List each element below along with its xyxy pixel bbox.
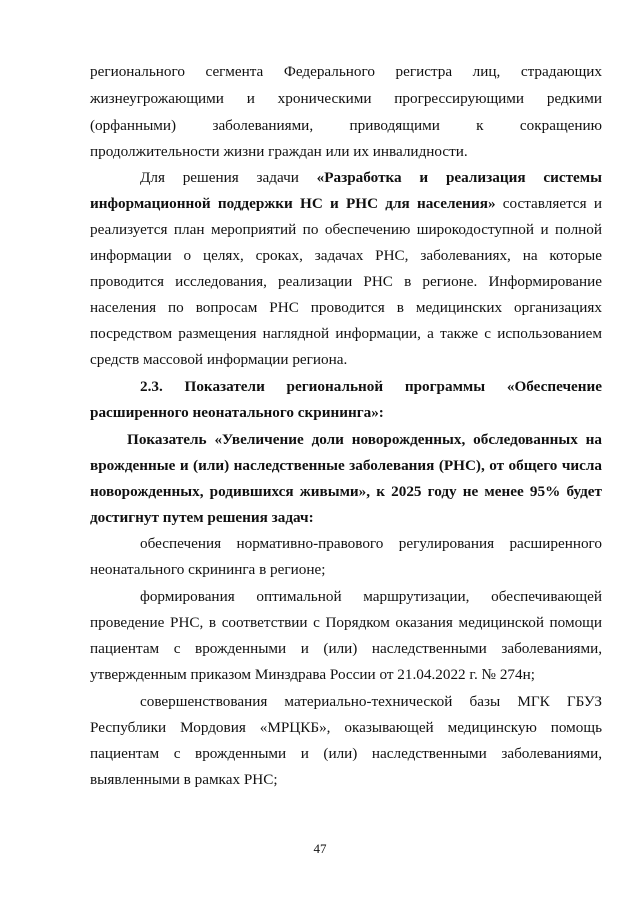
text-line: регионального сегмента Федерального регистра лиц, страдающих <box>90 63 602 80</box>
indicator-line: врожденные и (или) наследственные заболевания (РНС), от общего числа <box>90 457 602 474</box>
page-number: 47 <box>313 841 327 856</box>
text-line: проводится исследования, реализации РНС в регионе. Информирование <box>90 273 602 290</box>
text-span: Для решения задачи <box>140 169 299 186</box>
text-line: утвержденным приказом Минздрава России от 21.04.2022 г. № 274н; <box>90 666 535 683</box>
heading-line: расширенного неонатального скрининга»: <box>90 404 384 421</box>
text-span: составляется и <box>502 195 602 212</box>
text-line: обеспечения нормативно-правового регулирования расширенного <box>140 535 602 552</box>
text-line: продолжительности жизни граждан или их инвалидности. <box>90 143 468 160</box>
indicator-line: Показатель «Увеличение доли новорожденных, обследованных на <box>127 431 602 448</box>
text-line: населения по вопросам РНС проводится в медицинских организациях <box>90 299 602 316</box>
text-line: реализуется план мероприятий по обеспечению широкодоступной и полной <box>90 221 602 238</box>
text-line: выявленными в рамках РНС; <box>90 771 278 788</box>
indicator-line: достигнут путем решения задач: <box>90 509 314 526</box>
text-line: средств массовой информации региона. <box>90 351 348 368</box>
text-line: совершенствования материально-технической базы МГК ГБУЗ <box>140 693 602 710</box>
text-line <box>140 168 602 188</box>
text-line <box>90 194 602 214</box>
heading-line: 2.3. Показатели региональной программы «Обеспечение <box>140 378 602 395</box>
text-line: неонатального скрининга в регионе; <box>90 561 326 578</box>
text-line: проведение РНС, в соответствии с Порядком оказания медицинской помощи <box>90 614 602 631</box>
bold-task-title: «Разработка и реализация системы <box>316 169 602 186</box>
text-line: Республики Мордовия «МРЦКБ», оказывающей медицинскую помощь <box>90 719 602 736</box>
indicator-line: новорожденных, родившихся живыми», к 2025 году не менее 95% будет <box>90 483 602 500</box>
text-line: пациентам с врожденными и (или) наследственными заболеваниями, <box>90 640 602 657</box>
text-line: посредством размещения наглядной информации, а также с использованием <box>90 325 602 342</box>
text-line: информации о целях, сроках, задачах РНС, заболеваниях, на которые <box>90 247 602 264</box>
text-line: (орфанными) заболеваниями, приводящими к сокращению <box>90 117 602 134</box>
bold-task-title: информационной поддержки НС и РНС для населения» <box>90 195 496 212</box>
text-line: формирования оптимальной маршрутизации, обеспечивающей <box>140 588 602 605</box>
text-line: жизнеугрожающими и хроническими прогрессирующими редкими <box>90 90 602 107</box>
text-line: пациентам с врожденными и (или) наследственными заболеваниями, <box>90 745 602 762</box>
